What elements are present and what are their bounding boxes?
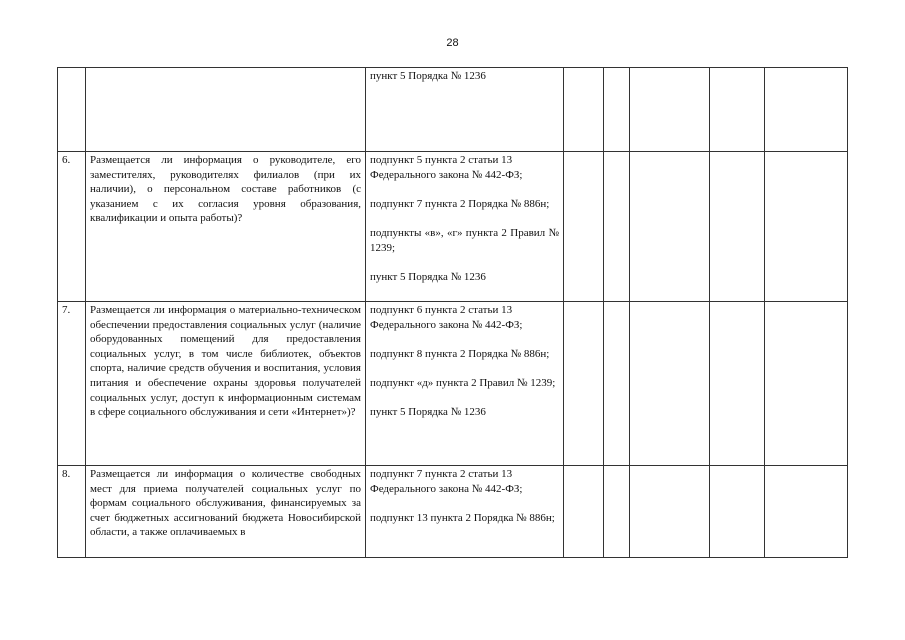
question-cell: Размещается ли информация о количестве свободных мест для приема получателей социальных услуг по формам социального обслуживания, финансируемых за счет бюджетных ассигнований бюджета Новосибирской области, а также оплачиваемых в bbox=[86, 466, 366, 558]
empty-cell bbox=[630, 302, 710, 466]
empty-cell bbox=[765, 68, 848, 152]
reference-text: подпункт 7 пункта 2 статьи 13 Федерального закона № 442-ФЗ; bbox=[370, 468, 523, 495]
reference-text: подпункты «в», «г» пункта 2 Правил № 1239; bbox=[370, 226, 559, 254]
reference-text: пункт 5 Порядка № 1236 bbox=[370, 406, 486, 419]
row-number: 6. bbox=[58, 152, 86, 302]
empty-cell bbox=[765, 302, 848, 466]
row-number: 7. bbox=[58, 302, 86, 466]
reference-cell bbox=[366, 68, 564, 152]
table-row bbox=[58, 302, 848, 466]
page-number: 28 bbox=[446, 37, 459, 49]
reference-text: подпункт 6 пункта 2 статьи 13 Федерального закона № 442-ФЗ; bbox=[370, 304, 523, 331]
empty-cell bbox=[710, 302, 765, 466]
reference-text: пункт 5 Порядка № 1236 bbox=[370, 270, 486, 283]
empty-cell bbox=[710, 152, 765, 302]
reference-text: подпункт 7 пункта 2 Порядка № 886н; bbox=[370, 197, 550, 210]
question-cell: Размещается ли информация о материально-техническом обеспечении предоставления социальных услуг (наличие оборудованных помещений для предоставления социальных услуг, в том числе библиотек, объектов спорта, наличие средств обучения и воспитания, условия питания и обеспечение охраны здоровья получателей социальных услуг, доступ к информационным системам в сфере социального обслуживания и сети «Интернет»)? bbox=[86, 302, 366, 466]
table-row bbox=[58, 466, 848, 558]
empty-cell bbox=[710, 466, 765, 558]
empty-cell bbox=[630, 68, 710, 152]
empty-cell bbox=[630, 152, 710, 302]
empty-cell bbox=[710, 68, 765, 152]
reference-cell bbox=[366, 302, 564, 466]
row-number: 8. bbox=[58, 466, 86, 558]
reference-cell bbox=[366, 466, 564, 558]
reference-text: подпункт 13 пункта 2 Порядка № 886н; bbox=[370, 511, 555, 524]
reference-text: подпункт 8 пункта 2 Порядка № 886н; bbox=[370, 347, 550, 360]
empty-cell bbox=[604, 152, 630, 302]
table-row bbox=[58, 68, 848, 152]
table-row bbox=[58, 152, 848, 302]
question-cell bbox=[86, 68, 366, 152]
empty-cell bbox=[765, 152, 848, 302]
empty-cell bbox=[604, 68, 630, 152]
reference-text: подпункт «д» пункта 2 Правил № 1239; bbox=[370, 376, 556, 389]
empty-cell bbox=[564, 68, 604, 152]
reference-text: пункт 5 Порядка № 1236 bbox=[370, 70, 486, 82]
requirements-table bbox=[57, 67, 848, 558]
empty-cell bbox=[564, 302, 604, 466]
reference-text: подпункт 5 пункта 2 статьи 13 Федерального закона № 442-ФЗ; bbox=[370, 154, 523, 181]
question-cell: Размещается ли информация о руководителе, его заместителях, руководителях филиалов (при их наличии), о персональном составе работников (с указанием с их согласия уровня образования, квалификации и опыта работы)? bbox=[86, 152, 366, 302]
empty-cell bbox=[630, 466, 710, 558]
empty-cell bbox=[765, 466, 848, 558]
empty-cell bbox=[564, 152, 604, 302]
empty-cell bbox=[604, 466, 630, 558]
empty-cell bbox=[604, 302, 630, 466]
empty-cell bbox=[564, 466, 604, 558]
row-number bbox=[58, 68, 86, 152]
reference-cell bbox=[366, 152, 564, 302]
